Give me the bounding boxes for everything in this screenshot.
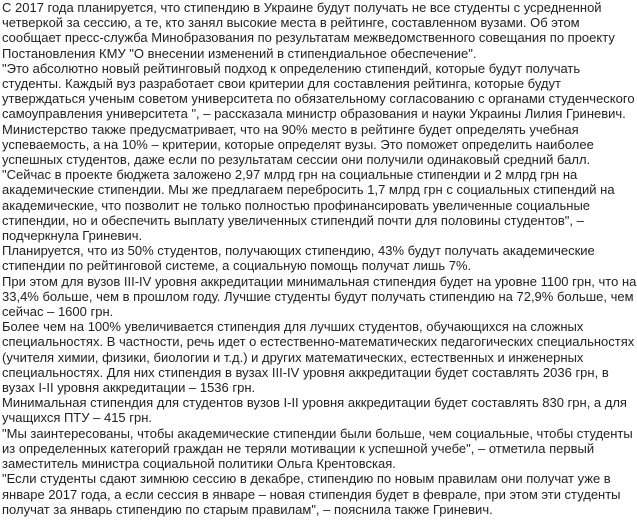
paragraph-criteria: Министерство также предусматривает, что на 90% место в рейтинге будет определять учебная успеваемость, а на 10% – критерии, которые определят вузы. Это поможет определить наиболее успешных студентов, даже если по результатам сессии они получили одинаковый средний балл. [2,121,594,168]
paragraph-quote-motivation: "Мы заинтересованы, чтобы академические стипендии были больше, чем социальные, чтобы студенты из определенных категорий граждан не теряли мотивации к успешной учебе", – отметила первый заместитель министра социальной политики Ольга Крентовская. [2,425,633,472]
paragraph-quote-budget: "Сейчас в проекте бюджета заложено 2,97 млрд грн на социальные стипендии и 2 млрд грн на академические стипендии. Мы же предлагаем перебросить 1,7 млрд грн с социальных стипендий на академические, что позволит не только полностью профинансировать увеличенные социальные стипендии, но и обеспечить выплату увеличенных стипендий почти для половины студентов", – подчеркнула Гриневич. [2,167,615,244]
paragraph-quote-schedule: "Если студенты сдают зимнюю сессию в декабре, стипендию по новым правилам они получат уже в январе 2017 года, а если сессия в январе – новая стипендия будет в феврале, при этом эти студенты получат за январь стипендию по старым правилам", – пояснила также Гриневич. [2,471,621,517]
paragraph-vocational: Минимальная стипендия для студентов вузов I-II уровня аккредитации будет составлять 830 грн, а для учащихся ПТУ – 415 грн. [2,395,627,426]
paragraph-special-fields: Более чем на 100% увеличивается стипендия для лучших студентов, обучающихся на сложных специальностях. В частности, речь идет о естественно-математических педагогических специальностях (учителя химии, физики, биологии и т.д.) и других математических, естественных и инженерных специальностях. Для них стипендия в вузах III-IV уровня аккредитации будет составлять 2036 грн, в вузах I-II уровня аккредитации – 1536 грн. [2,319,635,396]
paragraph-intro: С 2017 года планируется, что стипендию в Украине будут получать не все студенты с усредненной четверкой за сессию, а те, кто занял высокие места в рейтинге, составленном вузами. Об этом сообщает пресс-служба Минобразования по результатам межведомственного совещания по проекту Постановления КМУ "О внесении изменений в стипендиальное обеспечение". [2,0,615,61]
paragraph-percent-split: Планируется, что из 50% студентов, получающих стипендию, 43% будут получать академические стипендии по рейтинговой системе, а социальную помощь получат лишь 7%. [2,243,595,274]
paragraph-min-stipend: При этом для вузов III-IV уровня аккредитации минимальная стипендия будет на уровне 1100 грн, что на 33,4% больше, чем в прошлом году. Лучшие студенты будут получать стипендию на 72,9% больше, чем сейчас – 1600 грн. [2,273,637,320]
paragraph-quote-rating: "Это абсолютно новый рейтинговый подход к определению стипендий, которые будут получать студенты. Каждый вуз разработает свои критерии для составления рейтинга, которые будут утверждаться ученым советом университета по обязательному согласованию с органами студенческого самоуправления университета ", – рассказала министр образования и науки Украины Лилия Гриневич. [2,60,635,122]
